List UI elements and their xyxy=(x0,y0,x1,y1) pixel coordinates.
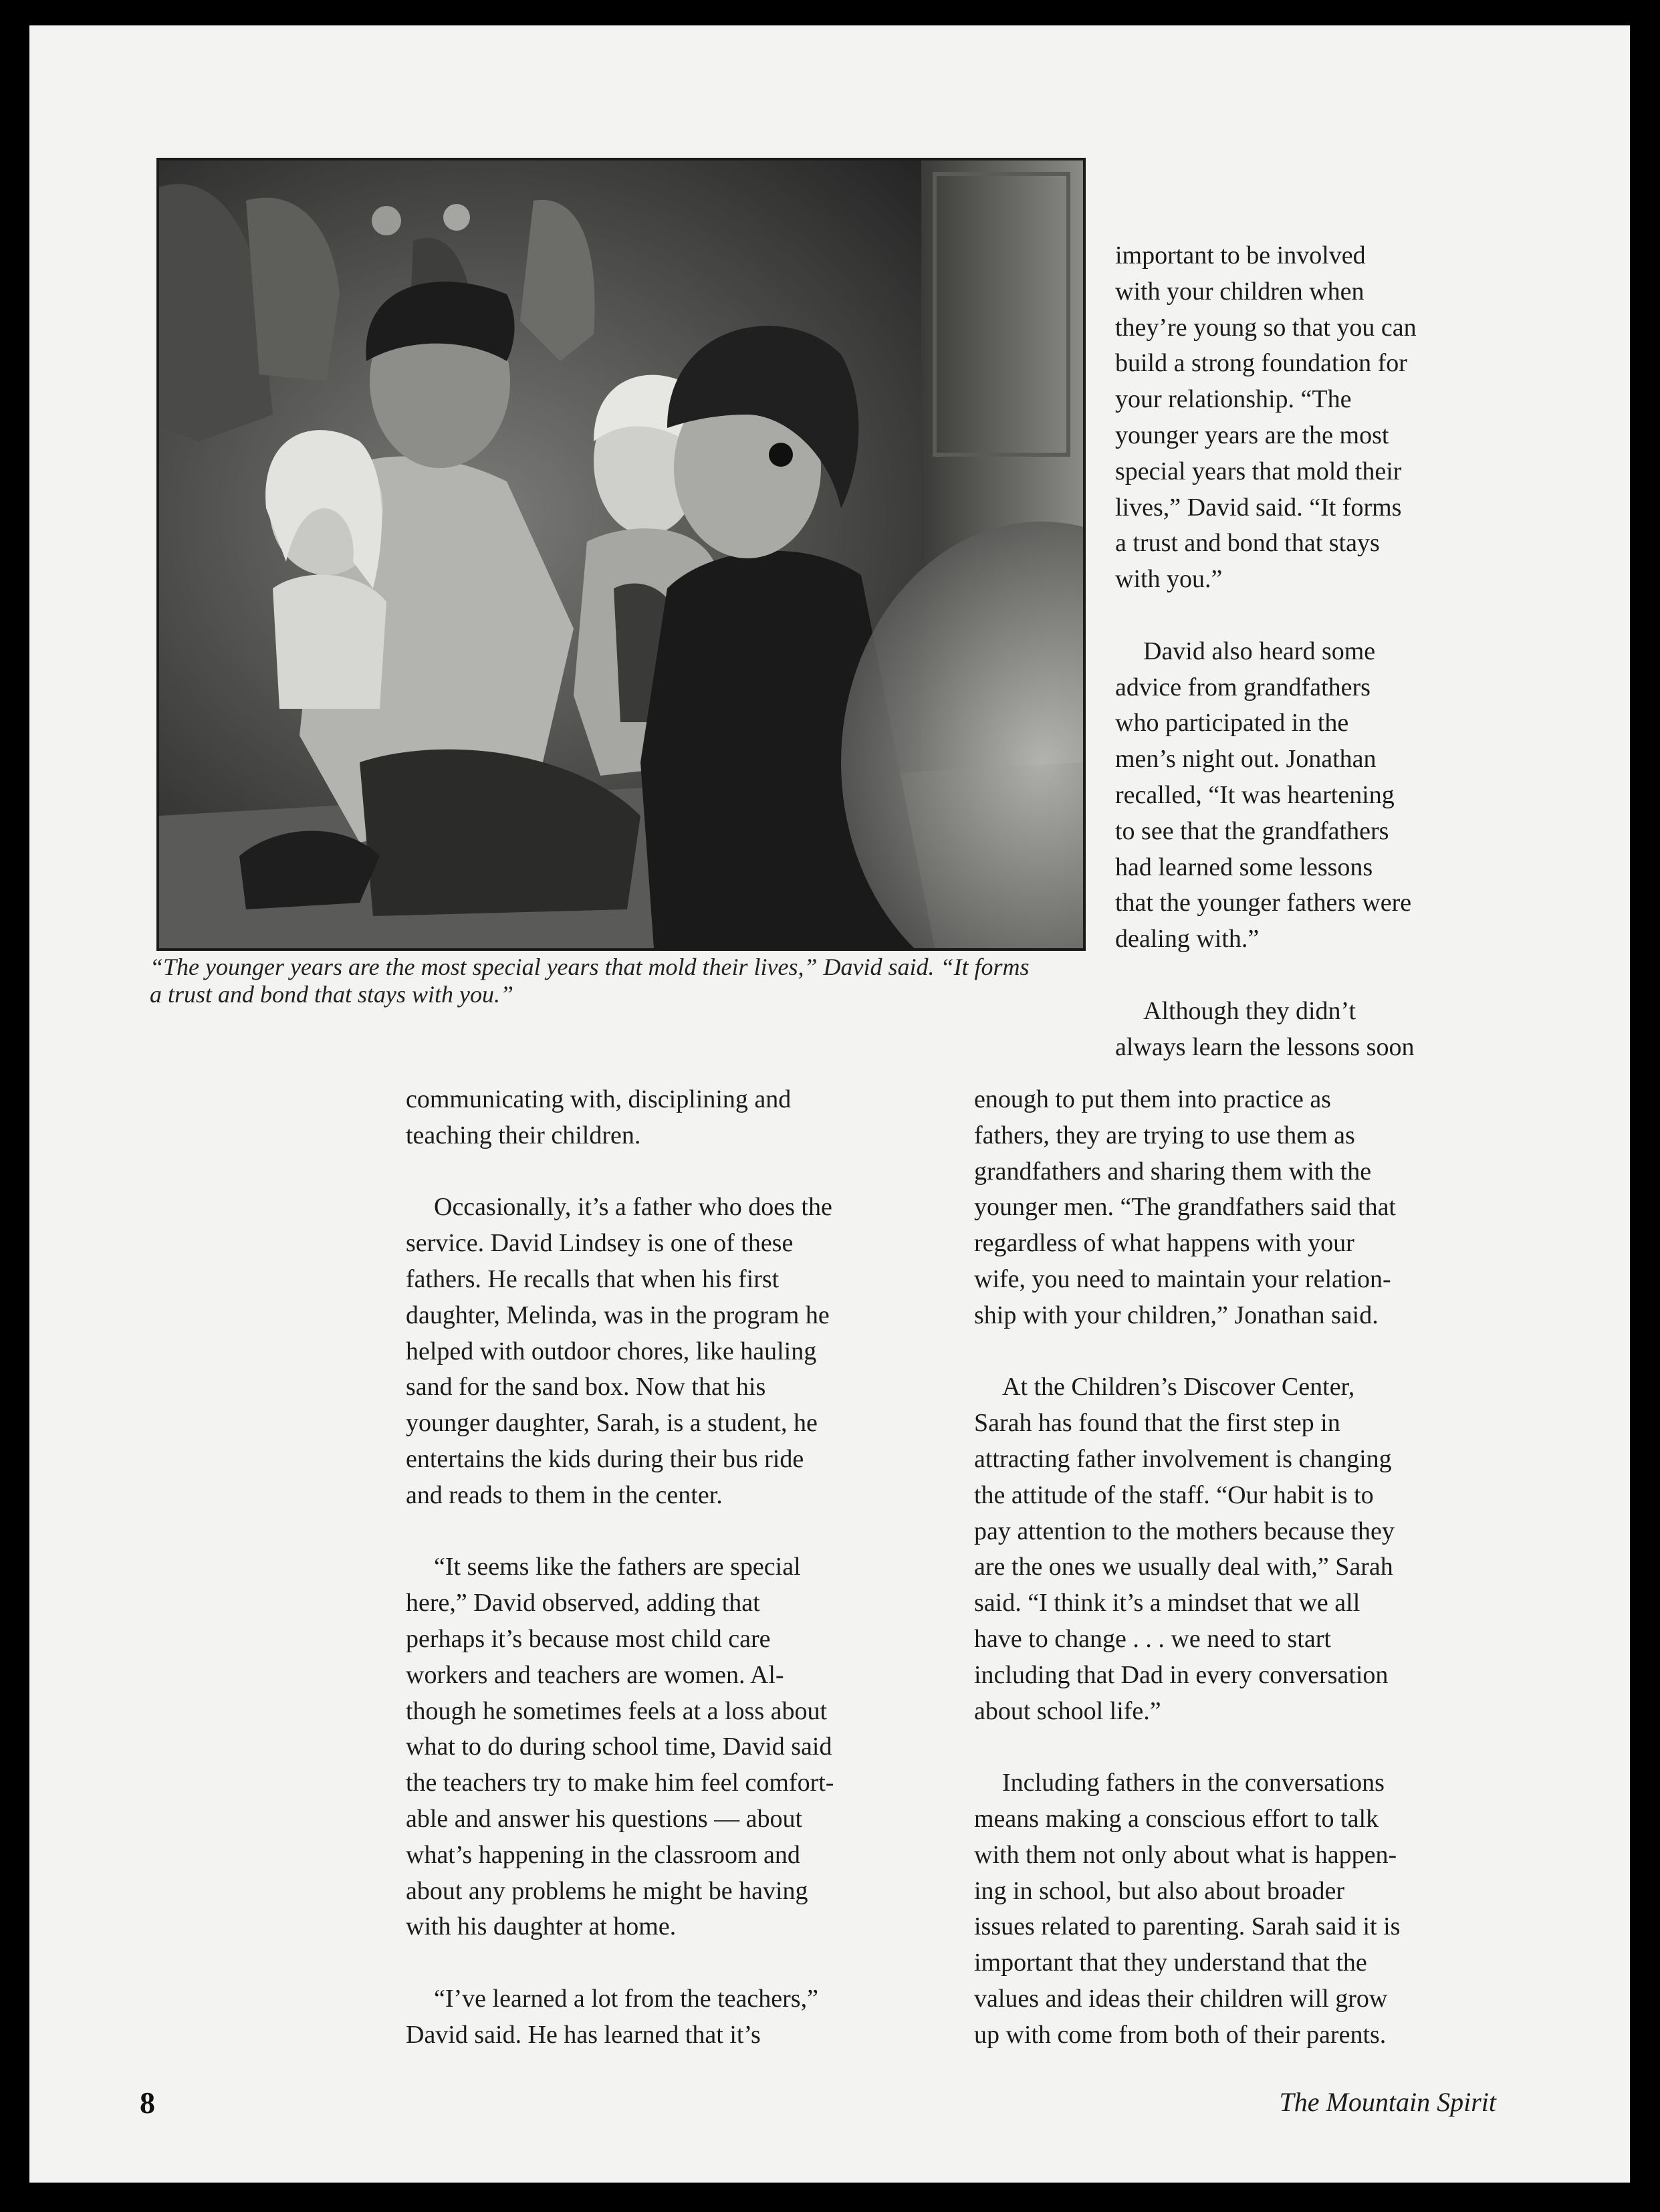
text-line: Sarah has found that the first step in xyxy=(974,1409,1340,1438)
text-line: recalled, “It was heartening xyxy=(1115,780,1395,809)
photo-caption xyxy=(150,954,1099,1008)
text-line: here,” David observed, adding that xyxy=(406,1589,760,1618)
article-paragraph xyxy=(974,1082,1400,1334)
text-line: said. “I think it’s a mindset that we all xyxy=(974,1589,1360,1618)
text-line: men’s night out. Jonathan xyxy=(1115,745,1377,774)
text-line: lives,” David said. “It forms xyxy=(1115,493,1402,522)
caption-line: a trust and bond that stays with you.” xyxy=(150,981,514,1008)
text-line: means making a conscious effort to talk xyxy=(974,1804,1379,1833)
text-line: what’s happening in the classroom and xyxy=(406,1840,800,1869)
text-line: ing in school, but also about broader xyxy=(974,1876,1345,1905)
text-line: “I’ve learned a lot from the teachers,” xyxy=(434,1984,818,2013)
text-line: who participated in the xyxy=(1115,709,1349,738)
text-line: have to change . . . we need to start xyxy=(974,1624,1331,1653)
text-line: to see that the grandfathers xyxy=(1115,816,1389,845)
text-line: ship with your children,” Jonathan said. xyxy=(974,1301,1379,1329)
text-line: daughter, Melinda, was in the program he xyxy=(406,1301,830,1329)
text-line: Although they didn’t xyxy=(1143,996,1356,1025)
text-line: sand for the sand box. Now that his xyxy=(406,1373,766,1402)
text-line: fathers. He recalls that when his first xyxy=(406,1264,780,1293)
article-paragraph xyxy=(974,1765,1400,2053)
text-line: David said. He has learned that it’s xyxy=(406,2020,761,2049)
magazine-page xyxy=(29,25,1630,2183)
article-paragraph xyxy=(1115,994,1417,1066)
text-line: important to be involved xyxy=(1115,241,1366,269)
article-paragraph xyxy=(406,1082,834,1154)
text-line: enough to put them into practice as xyxy=(974,1085,1331,1113)
text-line: with his daughter at home. xyxy=(406,1912,677,1941)
text-line: communicating with, disciplining and xyxy=(406,1085,792,1113)
article-paragraph xyxy=(406,1981,834,2054)
caption-line: “The younger years are the most special years that mold their lives,” David said. “It forms xyxy=(150,954,1030,980)
text-line: pay attention to the mothers because they xyxy=(974,1517,1395,1545)
text-line: that the younger fathers were xyxy=(1115,889,1412,917)
text-line: they’re young so that you can xyxy=(1115,313,1417,342)
text-line: special years that mold their xyxy=(1115,457,1402,485)
text-line: though he sometimes feels at a loss about xyxy=(406,1696,828,1725)
text-line: a trust and bond that stays xyxy=(1115,529,1380,558)
article-column-top-right xyxy=(1115,238,1417,1065)
text-line: build a strong foundation for xyxy=(1115,349,1407,378)
text-line: dealing with.” xyxy=(1115,925,1260,954)
text-line: wife, you need to maintain your relation- xyxy=(974,1264,1391,1293)
text-line: David also heard some xyxy=(1143,637,1376,665)
text-line: advice from grandfathers xyxy=(1115,673,1371,701)
text-line: attracting father involvement is changing xyxy=(974,1444,1392,1473)
text-line: teaching their children. xyxy=(406,1121,641,1149)
text-line: At the Children’s Discover Center, xyxy=(1002,1373,1355,1402)
text-line: workers and teachers are women. Al- xyxy=(406,1660,784,1689)
article-paragraph xyxy=(974,1369,1400,1729)
article-paragraph xyxy=(406,1549,834,1945)
text-line: fathers, they are trying to use them as xyxy=(974,1121,1355,1149)
text-line: able and answer his questions — about xyxy=(406,1804,803,1833)
text-line: grandfathers and sharing them with the xyxy=(974,1157,1372,1186)
text-line: younger men. “The grandfathers said that xyxy=(974,1193,1396,1222)
text-line: regardless of what happens with your xyxy=(974,1229,1354,1258)
text-line: always learn the lessons soon xyxy=(1115,1032,1415,1061)
text-line: the attitude of the staff. “Our habit is to xyxy=(974,1480,1374,1509)
text-line: what to do during school time, David said xyxy=(406,1733,832,1761)
text-line: with them not only about what is happen- xyxy=(974,1840,1397,1869)
text-line: the teachers try to make him feel comfort- xyxy=(406,1769,834,1797)
text-line: up with come from both of their parents. xyxy=(974,2020,1387,2049)
text-line: Including fathers in the conversations xyxy=(1002,1769,1385,1797)
publication-name: The Mountain Spirit xyxy=(1279,2087,1496,2117)
text-line: younger daughter, Sarah, is a student, he xyxy=(406,1409,818,1438)
article-column-middle xyxy=(406,1082,834,2054)
article-paragraph xyxy=(406,1190,834,1513)
text-line: helped with outdoor chores, like hauling xyxy=(406,1337,817,1365)
text-line: about any problems he might be having xyxy=(406,1876,808,1905)
article-paragraph xyxy=(1115,238,1417,598)
text-line: are the ones we usually deal with,” Sarah xyxy=(974,1553,1393,1581)
text-line: about school life.” xyxy=(974,1696,1161,1725)
text-line: including that Dad in every conversation xyxy=(974,1660,1389,1689)
article-photo xyxy=(156,158,1086,951)
text-line: your relationship. “The xyxy=(1115,385,1352,414)
photo-illustration xyxy=(159,160,1083,948)
text-line: Occasionally, it’s a father who does the xyxy=(434,1193,832,1222)
text-line: younger years are the most xyxy=(1115,421,1389,449)
text-line: had learned some lessons xyxy=(1115,853,1373,881)
text-line: with you.” xyxy=(1115,565,1223,594)
text-line: with your children when xyxy=(1115,277,1365,306)
text-line: perhaps it’s because most child care xyxy=(406,1624,771,1653)
text-line: and reads to them in the center. xyxy=(406,1480,723,1509)
text-line: service. David Lindsey is one of these xyxy=(406,1229,794,1258)
text-line: important that they understand that the xyxy=(974,1949,1367,1977)
article-column-right xyxy=(974,1082,1400,2054)
page-number: 8 xyxy=(140,2086,155,2120)
article-paragraph xyxy=(1115,634,1417,958)
text-line: issues related to parenting. Sarah said it is xyxy=(974,1912,1401,1941)
text-line: “It seems like the fathers are special xyxy=(434,1553,801,1581)
text-line: entertains the kids during their bus ride xyxy=(406,1444,804,1473)
text-line: values and ideas their children will grow xyxy=(974,1984,1388,2013)
